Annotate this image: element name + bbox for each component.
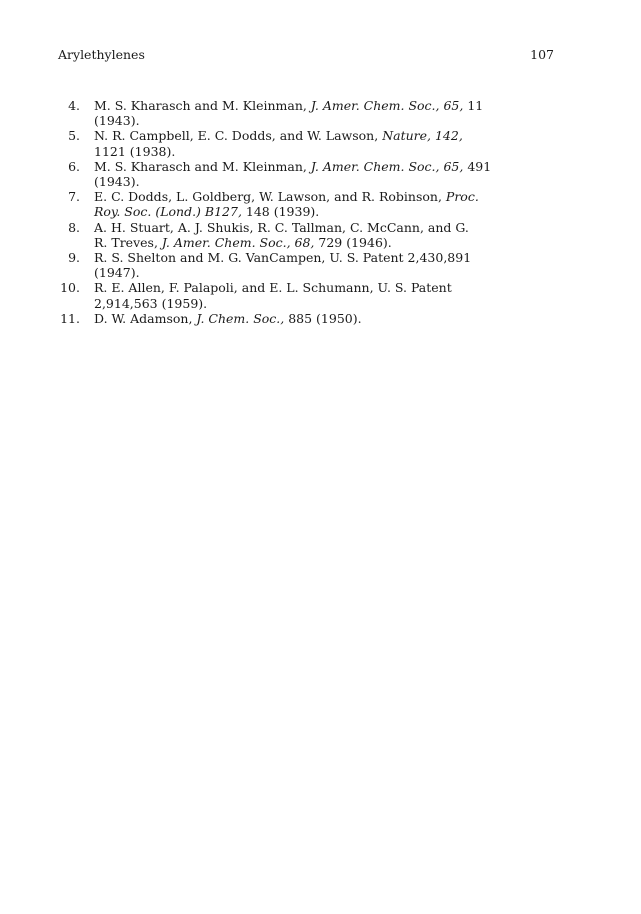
- citation-text: N. R. Campbell, E. C. Dodds, and W. Lawson,: [94, 128, 383, 144]
- reference-line: [94, 98, 556, 113]
- citation-text: R. E. Allen, F. Palapoli, and E. L. Schumann, U. S. Patent: [94, 280, 452, 296]
- reference-number: 5.: [68, 128, 80, 144]
- reference-item: [0, 250, 641, 280]
- reference-number: 8.: [68, 219, 80, 235]
- reference-line: [94, 174, 556, 189]
- citation-text: A. H. Stuart, A. J. Shukis, R. C. Tallman, C. McCann, and G.: [94, 219, 469, 235]
- citation-text: 1121 (1938).: [94, 143, 176, 159]
- reference-item: [0, 189, 641, 219]
- reference-number: 10.: [60, 280, 80, 296]
- citation-text: M. S. Kharasch and M. Kleinman,: [94, 98, 311, 113]
- citation-source: Proc.: [445, 189, 479, 205]
- reference-line: [94, 113, 556, 128]
- citation-source: Nature, 142,: [382, 128, 463, 144]
- citation-source: J. Amer. Chem. Soc., 65,: [310, 98, 464, 113]
- reference-line: [94, 280, 556, 295]
- reference-line: [94, 144, 556, 159]
- reference-item: [0, 280, 641, 310]
- reference-line: [94, 311, 556, 326]
- citation-text: 11: [463, 98, 484, 113]
- citation-text: 885 (1950).: [284, 310, 362, 326]
- citation-source: Roy. Soc. (Lond.) B127,: [94, 204, 242, 220]
- citation-text: R. S. Shelton and M. G. VanCampen, U. S. Patent 2,430,891: [94, 250, 472, 266]
- reference-line: [94, 189, 556, 204]
- citation-text: 491: [463, 158, 492, 174]
- reference-text: [94, 159, 556, 189]
- citation-source: J. Chem. Soc.,: [196, 310, 285, 326]
- reference-item: [0, 311, 641, 326]
- reference-text: [94, 189, 556, 219]
- running-header: [58, 47, 554, 65]
- reference-item: [0, 128, 641, 158]
- reference-list: [0, 98, 641, 326]
- reference-text: [94, 250, 556, 280]
- page-number: 107: [530, 47, 554, 62]
- reference-text: [94, 311, 556, 326]
- reference-line: [94, 159, 556, 174]
- reference-number: 6.: [68, 158, 80, 174]
- citation-text: (1943).: [94, 113, 140, 129]
- reference-number: 7.: [68, 189, 80, 205]
- reference-line: [94, 296, 556, 311]
- reference-text: [94, 280, 556, 310]
- citation-text: D. W. Adamson,: [94, 310, 197, 326]
- citation-text: (1943).: [94, 174, 140, 190]
- reference-line: [94, 204, 556, 219]
- reference-number: 9.: [68, 250, 80, 266]
- reference-text: [94, 128, 556, 158]
- citation-text: (1947).: [94, 265, 140, 281]
- reference-line: [94, 128, 556, 143]
- citation-source: J. Amer. Chem. Soc., 65,: [310, 158, 464, 174]
- citation-text: 729 (1946).: [314, 234, 392, 250]
- citation-text: M. S. Kharasch and M. Kleinman,: [94, 158, 311, 174]
- reference-item: [0, 220, 641, 250]
- reference-text: [94, 220, 556, 250]
- reference-line: [94, 250, 556, 265]
- citation-source: J. Amer. Chem. Soc., 68,: [161, 234, 315, 250]
- reference-line: [94, 235, 556, 250]
- reference-item: [0, 98, 641, 128]
- reference-text: [94, 98, 556, 128]
- citation-text: 148 (1939).: [241, 204, 320, 220]
- citation-text: E. C. Dodds, L. Goldberg, W. Lawson, and R. Robinson,: [94, 189, 446, 205]
- reference-number: 11.: [60, 310, 80, 326]
- reference-line: [94, 220, 556, 235]
- reference-item: [0, 159, 641, 189]
- citation-text: R. Treves,: [94, 234, 162, 250]
- citation-text: 2,914,563 (1959).: [94, 295, 208, 311]
- reference-number: 4.: [68, 98, 80, 113]
- running-title: Arylethylenes: [58, 47, 145, 62]
- reference-line: [94, 265, 556, 280]
